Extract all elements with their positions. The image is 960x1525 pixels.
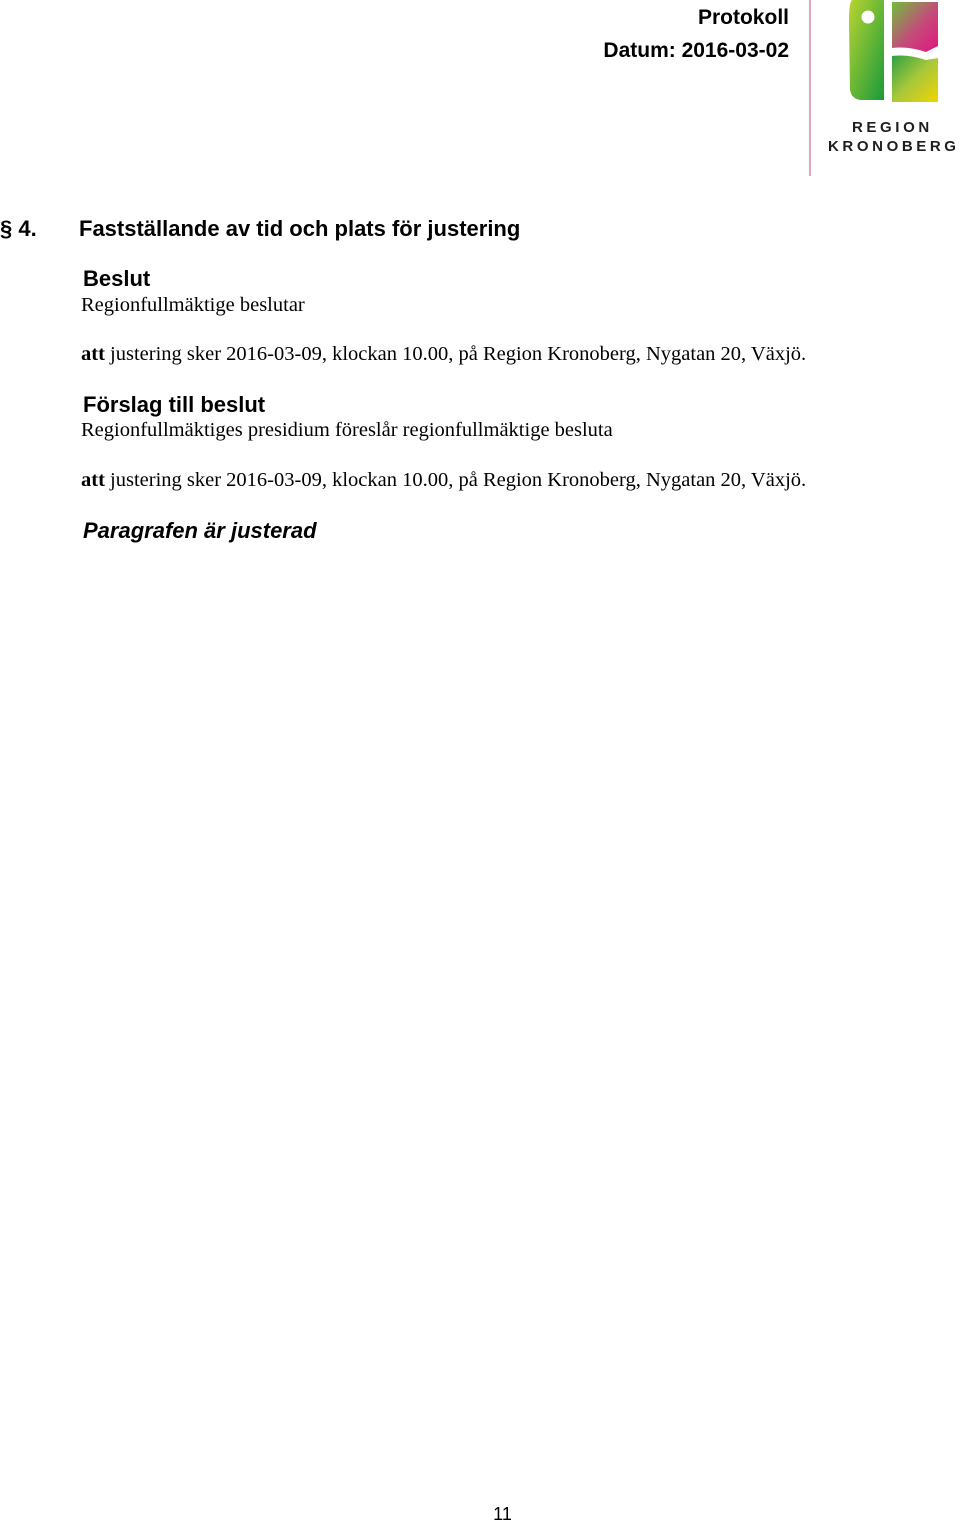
region-kronoberg-logo: [820, 0, 960, 160]
forslag-heading: Förslag till beslut: [83, 392, 266, 417]
justering-status: Paragrafen är justerad: [83, 518, 317, 543]
page-number: 11: [493, 1504, 512, 1524]
att-keyword: att: [81, 343, 105, 365]
header-divider: [809, 0, 811, 176]
forslag-intro-text: Regionfullmäktiges presidium föreslår regionfullmäktige besluta: [81, 419, 613, 441]
section-title: Fastställande av tid och plats för justering: [79, 216, 521, 241]
document-date: Datum: 2016-03-02: [603, 39, 789, 62]
att-keyword: att: [81, 469, 105, 491]
logo-text-kronoberg: KRONOBERG: [828, 138, 960, 155]
section-number: § 4.: [0, 216, 37, 241]
att-clause-text: justering sker 2016-03-09, klockan 10.00, på Region Kronoberg, Nygatan 20, Växjö.: [104, 469, 807, 491]
beslut-intro-text: Regionfullmäktige beslutar: [81, 294, 305, 316]
region-kronoberg-logo-icon: [848, 0, 960, 104]
beslut-att-clause: [81, 343, 806, 366]
beslut-heading: Beslut: [83, 266, 151, 291]
att-clause-text: justering sker 2016-03-09, klockan 10.00, på Region Kronoberg, Nygatan 20, Växjö.: [104, 343, 807, 365]
forslag-att-clause: [81, 469, 806, 492]
logo-text-region: REGION: [852, 119, 933, 136]
document-type-title: Protokoll: [697, 6, 789, 29]
